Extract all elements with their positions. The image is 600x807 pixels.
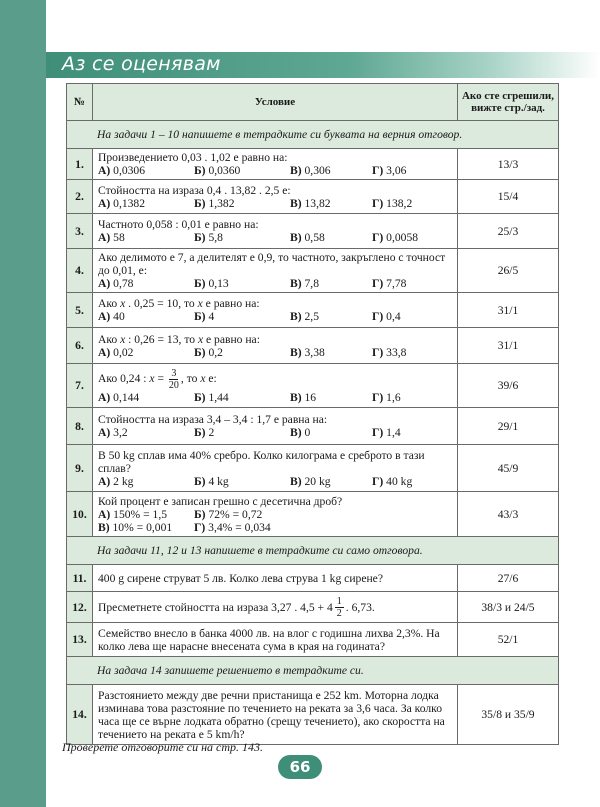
task-number: 6. xyxy=(67,328,93,364)
option-c: В) 0 xyxy=(290,426,311,439)
answer-options xyxy=(98,164,452,177)
assessment-table xyxy=(66,83,559,745)
task-ref: 25/3 xyxy=(458,214,559,249)
answer-options xyxy=(98,231,452,244)
option-c: В) 2,5 xyxy=(290,310,319,323)
task-row xyxy=(67,180,559,214)
answer-options xyxy=(98,508,452,534)
task-ref: 52/1 xyxy=(458,623,559,657)
condition-header: Условие xyxy=(93,84,458,121)
option-d: Г) 7,78 xyxy=(372,277,407,290)
table-header-row xyxy=(67,84,559,121)
task-number: 14. xyxy=(67,685,93,745)
task-row xyxy=(67,364,559,408)
task-ref: 35/8 и 35/9 xyxy=(458,685,559,745)
fraction: $\frac{1}{2}$ xyxy=(336,595,342,619)
option-a: А) 58 xyxy=(98,231,125,244)
question-text: Разстоянието между две речни пристанища е 252 km. Моторна лодка изминава това разстояние по течението на реката за 3,6 часа. За колко часа ще се върне лодката обратно (срещу течението), ако скоростта на течението на реката е 5 km/h? xyxy=(93,685,458,745)
option-a: А) 150% = 1,5 xyxy=(98,507,168,521)
option-d: Г) 40 kg xyxy=(372,474,413,488)
task-row xyxy=(67,328,559,364)
answer-options xyxy=(98,475,452,488)
question-text: Ако 0,24 : x = $\frac{3}{20}$ , то x е: xyxy=(98,367,217,391)
option-d: Г) 3,4% = 0,034 xyxy=(194,520,271,534)
option-d: Г) 1,4 xyxy=(372,426,401,439)
task-row xyxy=(67,214,559,249)
task-condition xyxy=(93,149,458,180)
task-number: 8. xyxy=(67,408,93,445)
option-b: Б) 2 xyxy=(194,426,215,439)
page-number: 66 xyxy=(278,755,322,779)
task-number: 9. xyxy=(67,445,93,492)
num-header: № xyxy=(67,84,93,121)
task-number: 10. xyxy=(67,492,93,537)
question-text: 400 g сирене струват 5 лв. Колко лева струва 1 kg сирене? xyxy=(93,565,458,592)
task-condition xyxy=(93,249,458,293)
option-b: Б) 72% = 0,72 xyxy=(194,507,263,521)
side-band xyxy=(0,0,46,807)
task-ref: 43/3 xyxy=(458,492,559,537)
section-row xyxy=(67,537,559,565)
option-b: Б) 4 kg xyxy=(194,474,229,488)
task-ref: 39/6 xyxy=(458,364,559,408)
task-ref: 29/1 xyxy=(458,408,559,445)
task-number: 11. xyxy=(67,565,93,592)
question-text: Произведението 0,03 . 1,02 е равно на: xyxy=(98,151,288,164)
task-condition xyxy=(93,592,458,623)
option-c: В) 0,58 xyxy=(290,231,325,244)
option-c: В) 0,306 xyxy=(290,164,331,177)
task-condition xyxy=(93,445,458,492)
option-a: А) 0,02 xyxy=(98,345,134,359)
section-instruction: На задачи 1 – 10 напишете в тетрадките си буквата на верния отговор. xyxy=(67,121,559,149)
task-ref: 31/1 xyxy=(458,293,559,328)
option-a: А) 0,0306 xyxy=(98,164,146,177)
task-ref: 27/6 xyxy=(458,565,559,592)
task-row xyxy=(67,249,559,293)
answer-options xyxy=(98,346,452,359)
task-ref: 13/3 xyxy=(458,149,559,180)
option-c: В) 20 kg xyxy=(290,474,331,488)
question-text: В 50 kg сплав има 40% сребро. Колко килограма е среброто в тази сплав? xyxy=(98,448,425,475)
task-condition xyxy=(93,408,458,445)
section-instruction: На задачи 11, 12 и 13 напишете в тетрадките си само отговора. xyxy=(67,537,559,565)
task-row xyxy=(67,149,559,180)
task-ref: 15/4 xyxy=(458,180,559,214)
task-condition xyxy=(93,180,458,214)
question-text: Частното 0,058 : 0,01 е равно на: xyxy=(98,218,259,231)
ref-header: Ако сте сгрешили, вижте стр./зад. xyxy=(458,84,559,121)
option-d: Г) 0,0058 xyxy=(372,231,419,244)
task-number: 3. xyxy=(67,214,93,249)
answer-options xyxy=(98,197,452,210)
option-b: Б) 1,44 xyxy=(194,390,229,404)
option-c: В) 7,8 xyxy=(290,277,319,290)
task-condition xyxy=(93,492,458,537)
question-text: Стойността на израза 3,4 – 3,4 : 1,7 е равна на: xyxy=(98,413,328,426)
option-c: В) 13,82 xyxy=(290,196,331,210)
task-row xyxy=(67,592,559,623)
task-number: 1. xyxy=(67,149,93,180)
section-instruction: На задача 14 запишете решението в тетрадките си. xyxy=(67,657,559,685)
task-number: 13. xyxy=(67,623,93,657)
task-ref: 31/1 xyxy=(458,328,559,364)
option-a: А) 2 kg xyxy=(98,474,134,488)
question-text: Кой процент е записан грешно с десетична дроб? xyxy=(98,494,343,508)
answer-options xyxy=(98,391,452,404)
question-text: Ако делимото е 7, а делителят е 0,9, то частното, закръглено с точност до 0,01, е: xyxy=(98,251,446,277)
option-d: Г) 3,06 xyxy=(372,164,407,177)
task-row xyxy=(67,623,559,657)
option-b: Б) 0,0360 xyxy=(194,164,241,177)
section-row xyxy=(67,657,559,685)
task-row xyxy=(67,565,559,592)
task-row xyxy=(67,293,559,328)
task-row xyxy=(67,408,559,445)
option-c: В) 16 xyxy=(290,390,317,404)
task-condition xyxy=(93,214,458,249)
question-text: Ако x . 0,25 = 10, то x е равно на: xyxy=(98,297,260,310)
task-number: 2. xyxy=(67,180,93,214)
option-d: Г) 1,6 xyxy=(372,390,401,404)
task-number: 4. xyxy=(67,249,93,293)
option-b: Б) 0,13 xyxy=(194,277,229,290)
option-a: А) 0,78 xyxy=(98,277,134,290)
task-ref: 26/5 xyxy=(458,249,559,293)
option-a: А) 40 xyxy=(98,310,125,323)
answer-options xyxy=(98,426,452,439)
question-text: Семейство внесло в банка 4000 лв. на влог с годишна лихва 2,3%. На колко лева ще нарасне внесената сума в края на годината? xyxy=(93,623,458,657)
section-row xyxy=(67,121,559,149)
task-row xyxy=(67,445,559,492)
option-b: Б) 4 xyxy=(194,310,215,323)
question-text: Пресметнете стойността на израза 3,27 . 4,5 + 4 $\frac{1}{2}$ . 6,73. xyxy=(98,595,375,619)
task-number: 12. xyxy=(67,592,93,623)
page-title: Аз се оценявам xyxy=(62,53,221,75)
task-number: 5. xyxy=(67,293,93,328)
option-a: А) 0,144 xyxy=(98,390,140,404)
task-ref: 45/9 xyxy=(458,445,559,492)
option-b: Б) 1,382 xyxy=(194,196,235,210)
option-c: В) 3,38 xyxy=(290,345,325,359)
task-condition xyxy=(93,293,458,328)
task-condition xyxy=(93,364,458,408)
fraction: $\frac{3}{20}$ xyxy=(168,367,179,391)
option-d: Г) 0,4 xyxy=(372,310,401,323)
option-d: Г) 138,2 xyxy=(372,196,413,210)
task-ref: 38/3 и 24/5 xyxy=(458,592,559,623)
option-a: А) 0,1382 xyxy=(98,196,146,210)
task-number: 7. xyxy=(67,364,93,408)
option-b: Б) 5,8 xyxy=(194,231,223,244)
task-row xyxy=(67,492,559,537)
option-c: В) 10% = 0,001 xyxy=(98,520,173,534)
task-condition xyxy=(93,328,458,364)
answer-options xyxy=(98,310,452,323)
option-a: А) 3,2 xyxy=(98,426,128,439)
task-row xyxy=(67,685,559,745)
question-text: Стойността на израза 0,4 . 13,82 . 2,5 е: xyxy=(98,183,291,197)
option-b: Б) 0,2 xyxy=(194,345,223,359)
option-d: Г) 33,8 xyxy=(372,345,407,359)
footer-note: Проверете отговорите си на стр. 143. xyxy=(62,740,264,754)
question-text: Ако x : 0,26 = 13, то x е равно на: xyxy=(98,332,260,346)
answer-options xyxy=(98,277,452,290)
